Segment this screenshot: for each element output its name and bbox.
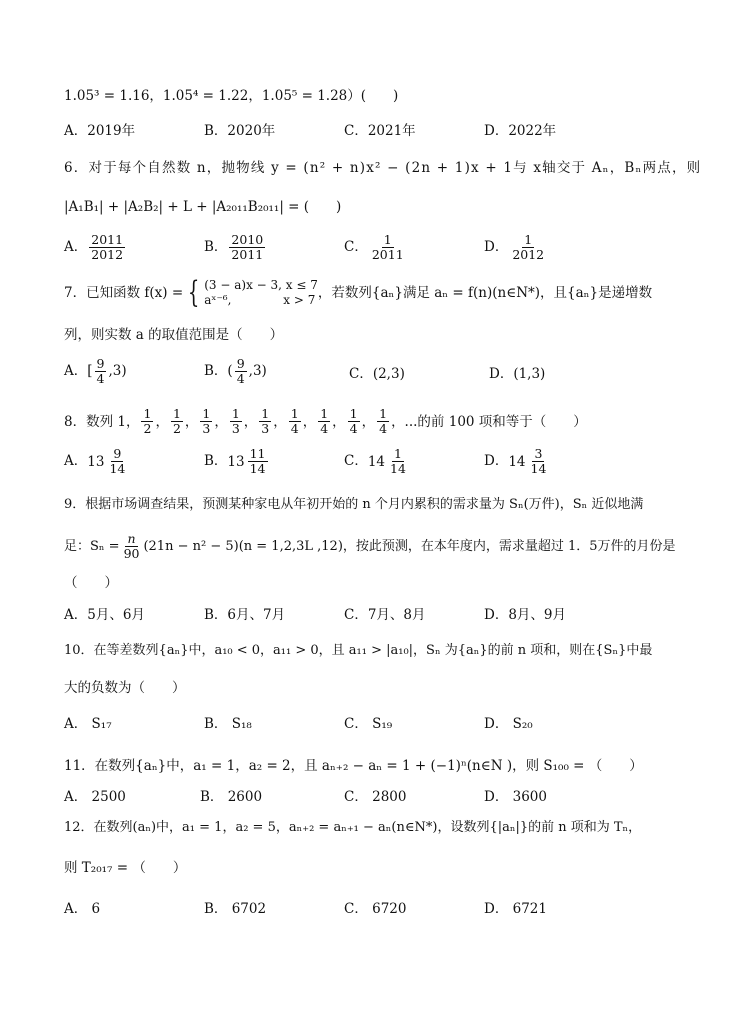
fraction bbox=[318, 407, 330, 436]
numerator: 9 bbox=[113, 446, 122, 461]
fraction bbox=[377, 407, 389, 436]
denominator: 14 bbox=[109, 461, 126, 476]
q10-option-a: A． S₁₇ bbox=[64, 716, 112, 732]
denominator: 2 bbox=[172, 421, 181, 436]
option-label: B． bbox=[204, 453, 228, 469]
q6-stem-line2: |A₁B₁| + |A₂B₂| + L + |A₂₀₁₁B₂₀₁₁| = ( ) bbox=[64, 199, 342, 215]
whole-part: 14 bbox=[367, 453, 386, 470]
option-label: D． bbox=[484, 239, 509, 255]
q12-option-d: D． 6721 bbox=[484, 901, 547, 917]
fraction bbox=[89, 233, 125, 262]
q10-option-d: D． S₂₀ bbox=[484, 716, 533, 732]
option-label: A． bbox=[64, 453, 88, 469]
q10-stem-line2: 大的负数为（ ） bbox=[64, 680, 186, 696]
numerator: 1 bbox=[290, 406, 299, 421]
piecewise-brace: { bbox=[187, 275, 200, 310]
q5-option-d: D．2022年 bbox=[484, 123, 557, 139]
q5-option-a: A．2019年 bbox=[64, 123, 136, 139]
q11-option-c: C． 2800 bbox=[344, 789, 407, 805]
q10-stem-line1: 10．在等差数列{aₙ}中，a₁₀ < 0，a₁₁ > 0，且 a₁₁ > |a₁₀|，Sₙ 为{aₙ}的前 n 项和，则在{Sₙ}中最 bbox=[64, 643, 653, 658]
denominator: 90 bbox=[123, 546, 140, 561]
q9-formula-start: 足：Sₙ = bbox=[64, 538, 120, 554]
fraction bbox=[370, 233, 406, 262]
q8-option-c bbox=[344, 447, 410, 476]
case-1: (3 − a)x − 3, x ≤ 7 bbox=[204, 278, 318, 292]
mixed-number bbox=[508, 447, 550, 476]
denominator: 14 bbox=[530, 461, 547, 476]
denominator: 2 bbox=[143, 421, 152, 436]
whole-part: 13 bbox=[87, 453, 105, 470]
q9-stem-line2 bbox=[64, 532, 676, 561]
numerator: 2010 bbox=[231, 232, 264, 247]
q5-stem-tail: 1.05³ = 1.16，1.05⁴ = 1.22，1.05⁵ = 1.28）( ) bbox=[64, 88, 399, 104]
q7-prefix: 7．已知函数 f(x) = bbox=[64, 285, 184, 301]
q5-option-b: B．2020年 bbox=[204, 123, 276, 139]
numerator: 1 bbox=[143, 406, 152, 421]
fraction bbox=[289, 407, 301, 436]
interval-end: ,3) bbox=[108, 363, 127, 379]
denominator: 4 bbox=[290, 421, 299, 436]
option-label: B． bbox=[204, 363, 228, 379]
numerator: n bbox=[127, 531, 136, 546]
case-2: aˣ⁻⁶, x > 7 bbox=[204, 293, 316, 307]
denominator: 4 bbox=[96, 371, 105, 386]
denominator: 2011 bbox=[231, 247, 264, 262]
q11-option-d: D． 3600 bbox=[484, 789, 547, 805]
q9-stem-line1: 9．根据市场调查结果，预测某种家电从年初开始的 n 个月内累积的需求量为 Sₙ(万件)，Sₙ 近似地满 bbox=[64, 497, 644, 512]
q12-stem-line2: 则 T₂₀₁₇ = （ ） bbox=[64, 860, 187, 876]
numerator: 1 bbox=[202, 406, 211, 421]
denominator: 2012 bbox=[91, 247, 124, 262]
fraction bbox=[200, 407, 212, 436]
whole-part: 14 bbox=[508, 453, 526, 470]
numerator: 1 bbox=[349, 406, 358, 421]
q6-option-a bbox=[64, 233, 127, 262]
bracket: ( bbox=[227, 363, 233, 379]
q6-option-c bbox=[344, 233, 408, 262]
q8-prefix: 8．数列 1， bbox=[64, 413, 140, 430]
denominator: 14 bbox=[249, 461, 266, 476]
fraction bbox=[259, 407, 271, 436]
whole-part: 13 bbox=[227, 453, 245, 470]
denominator: 3 bbox=[261, 421, 270, 436]
numerator: 1 bbox=[383, 232, 392, 247]
denominator: 4 bbox=[320, 421, 329, 436]
denominator: 3 bbox=[202, 421, 211, 436]
fraction bbox=[230, 407, 242, 436]
q7-option-a bbox=[64, 357, 127, 386]
q9-option-d: D．8月、9月 bbox=[484, 607, 567, 623]
q7-stem-line1 bbox=[64, 275, 653, 310]
fraction bbox=[229, 233, 265, 262]
option-label: C． bbox=[344, 239, 368, 255]
q7-stem-line2: 列，则实数 a 的取值范围是（ ） bbox=[64, 327, 284, 343]
denominator: 4 bbox=[349, 421, 358, 436]
numerator: 9 bbox=[236, 356, 245, 371]
fraction bbox=[95, 357, 107, 386]
bracket: [ bbox=[87, 363, 93, 379]
numerator: 2011 bbox=[91, 232, 124, 247]
numerator: 1 bbox=[320, 406, 329, 421]
numerator: 9 bbox=[96, 356, 105, 371]
q8-option-a bbox=[64, 447, 129, 476]
q10-option-b: B． S₁₈ bbox=[204, 716, 252, 732]
denominator: 2012 bbox=[512, 247, 545, 262]
option-label: B． bbox=[204, 239, 228, 255]
fraction bbox=[141, 407, 153, 436]
q9-formula-rest: (21n − n² − 5)(n = 1,2,3L ,12)，按此预测，在本年度内，需求量超过 1．5万件的月份是 bbox=[143, 538, 676, 554]
numerator: 1 bbox=[524, 232, 533, 247]
interval-end: ,3) bbox=[248, 363, 267, 379]
option-label: A． bbox=[64, 239, 88, 255]
q5-option-c: C．2021年 bbox=[344, 123, 416, 139]
option-label: C． bbox=[344, 453, 368, 469]
q11-stem: 11．在数列{aₙ}中，a₁ = 1，a₂ = 2，且 aₙ₊₂ − aₙ = 1 + (−1)ⁿ(n∈N )，则 S₁₀₀ = （ ） bbox=[64, 758, 643, 774]
q9-stem-line3: （ ） bbox=[64, 575, 118, 591]
denominator: 14 bbox=[390, 461, 406, 476]
numerator: 3 bbox=[534, 446, 543, 461]
q11-option-b: B． 2600 bbox=[200, 789, 263, 805]
q7-option-c: C．(2,3) bbox=[349, 366, 405, 382]
fraction bbox=[529, 447, 549, 476]
q12-option-a: A． 6 bbox=[64, 901, 101, 917]
mixed-number bbox=[87, 447, 129, 476]
denominator: 3 bbox=[231, 421, 240, 436]
denominator: 2011 bbox=[371, 247, 404, 262]
numerator: 11 bbox=[249, 446, 266, 461]
numerator: 1 bbox=[261, 406, 270, 421]
fraction bbox=[235, 357, 247, 386]
denominator: 4 bbox=[236, 371, 245, 386]
numerator: 1 bbox=[172, 406, 181, 421]
q6-option-d bbox=[484, 233, 548, 262]
piecewise-cases bbox=[204, 278, 318, 308]
q8-option-d bbox=[484, 447, 550, 476]
q9-option-c: C．7月、8月 bbox=[344, 607, 426, 623]
q9-option-b: B．6月、7月 bbox=[204, 607, 286, 623]
numerator: 1 bbox=[394, 446, 402, 461]
fraction bbox=[510, 233, 546, 262]
q6-option-b bbox=[204, 233, 267, 262]
numerator: 1 bbox=[379, 406, 388, 421]
q6-stem-line1: 6．对于每个自然数 n，抛物线 y = (n² + n)x² − (2n + 1)x + 1与 x轴交于 Aₙ，Bₙ两点，则 bbox=[64, 160, 702, 176]
numerator: 1 bbox=[231, 406, 240, 421]
fraction bbox=[122, 532, 142, 561]
q11-option-a: A． 2500 bbox=[64, 789, 126, 805]
q7-option-b bbox=[204, 357, 267, 386]
q10-option-c: C． S₁₉ bbox=[344, 716, 393, 732]
q8-suffix: ，...的前 100 项和等于（ ） bbox=[391, 413, 587, 430]
q12-option-b: B． 6702 bbox=[204, 901, 267, 917]
q12-option-c: C． 6720 bbox=[344, 901, 407, 917]
fraction bbox=[171, 407, 183, 436]
fraction bbox=[248, 447, 268, 476]
q8-stem: 8．数列 1， $\frac{1}{2}$ ， $\frac{1}{2}$ ， $\frac{1}{3}$ ， $\frac{1}{3}$ ， $\frac{1}{3}$ ， $\frac{1}{4}$ ， $\frac{1}{4}$ ， $\frac{1}{4}$ ， $\frac{1}{4}$ ，...的前 100 项和等于（ ） bbox=[64, 406, 587, 436]
q9-option-a: A．5月、6月 bbox=[64, 607, 145, 623]
fraction bbox=[348, 407, 360, 436]
option-label: D． bbox=[484, 453, 509, 469]
mixed-number bbox=[227, 447, 269, 476]
q8-option-b bbox=[204, 447, 270, 476]
option-label: A． bbox=[64, 363, 88, 379]
denominator: 4 bbox=[379, 421, 388, 436]
mixed-number bbox=[368, 447, 410, 476]
q7-suffix: ，若数列{aₙ}满足 aₙ = f(n)(n∈N*)，且{aₙ}是递增数 bbox=[317, 285, 653, 301]
q12-stem-line1: 12．在数列(aₙ)中，a₁ = 1，a₂ = 5，aₙ₊₂ = aₙ₊₁ − aₙ(n∈N*)，设数列{|aₙ|}的前 n 项和为 Tₙ， bbox=[64, 820, 642, 835]
q7-option-d: D．(1,3) bbox=[489, 366, 546, 382]
fraction bbox=[388, 447, 408, 476]
fraction bbox=[107, 447, 127, 476]
